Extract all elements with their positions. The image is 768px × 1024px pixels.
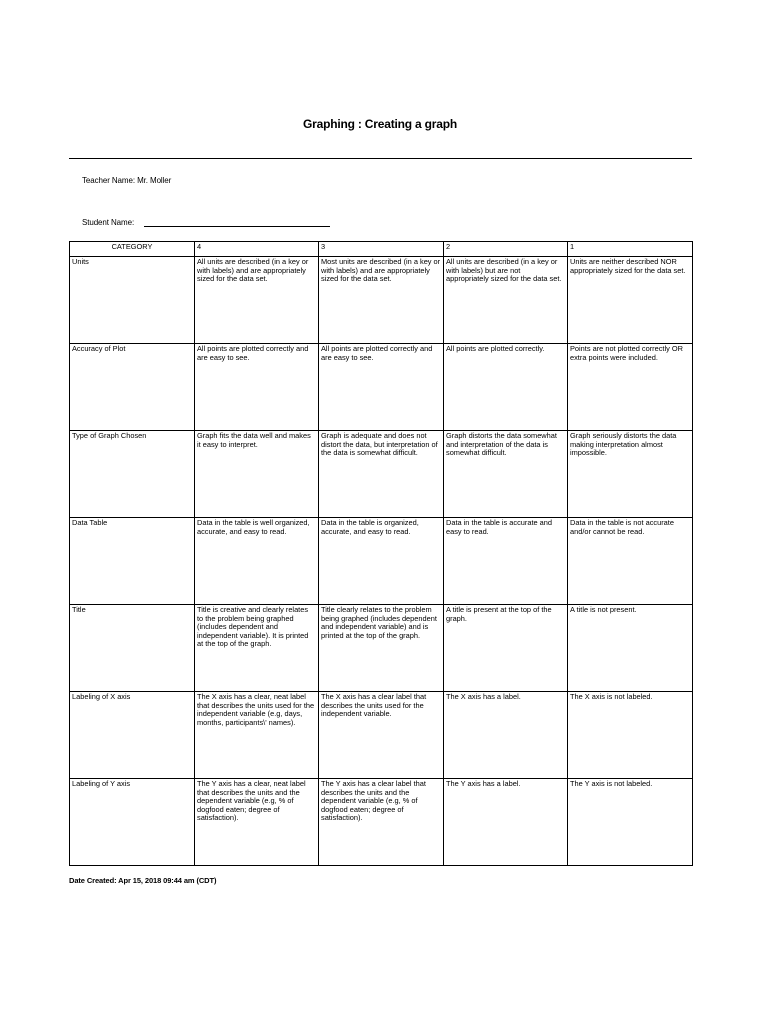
- header-score-2: 2: [444, 242, 568, 257]
- cell-score-1: A title is not present.: [568, 605, 693, 692]
- cell-score-4: Data in the table is well organized, accurate, and easy to read.: [195, 518, 319, 605]
- cell-score-4: The X axis has a clear, neat label that describes the units used for the independent variable (e.g, days, months, participants\' names).: [195, 692, 319, 779]
- title-divider: [69, 158, 692, 159]
- table-row: [70, 518, 693, 605]
- cell-score-1: Data in the table is not accurate and/or cannot be read.: [568, 518, 693, 605]
- header-score-3: 3: [319, 242, 444, 257]
- table-row: [70, 605, 693, 692]
- row-category: Units: [70, 257, 195, 344]
- table-row: [70, 779, 693, 866]
- table-row: [70, 344, 693, 431]
- rubric-table: [69, 241, 693, 866]
- student-name-row: [82, 217, 330, 227]
- row-category: Labeling of Y axis: [70, 779, 195, 866]
- cell-score-1: Units are neither described NOR appropriately sized for the data set.: [568, 257, 693, 344]
- cell-score-3: The X axis has a clear label that describes the units used for the independent variable.: [319, 692, 444, 779]
- page-title: Graphing : Creating a graph: [303, 117, 457, 131]
- header-row: [70, 242, 693, 257]
- cell-score-4: Title is creative and clearly relates to the problem being graphed (includes dependent and independent variable). It is printed at the top of the graph.: [195, 605, 319, 692]
- row-category: Title: [70, 605, 195, 692]
- cell-score-3: The Y axis has a clear label that describes the units and the dependent variable (e.g, % of dogfood eaten; degree of satisfaction).: [319, 779, 444, 866]
- cell-score-3: Title clearly relates to the problem being graphed (includes dependent and independent variable) and is printed at the top of the graph.: [319, 605, 444, 692]
- cell-score-2: All units are described (in a key or with labels) but are not appropriately sized for the data set.: [444, 257, 568, 344]
- cell-score-1: The Y axis is not labeled.: [568, 779, 693, 866]
- cell-score-4: The Y axis has a clear, neat label that describes the units and the dependent variable (e.g, % of dogfood eaten; degree of satisfaction).: [195, 779, 319, 866]
- student-name-blank: [144, 217, 330, 227]
- cell-score-2: A title is present at the top of the graph.: [444, 605, 568, 692]
- cell-score-2: All points are plotted correctly.: [444, 344, 568, 431]
- cell-score-2: Graph distorts the data somewhat and interpretation of the data is somewhat difficult.: [444, 431, 568, 518]
- date-created: Date Created: Apr 15, 2018 09:44 am (CDT): [69, 876, 217, 885]
- cell-score-2: The Y axis has a label.: [444, 779, 568, 866]
- cell-score-2: The X axis has a label.: [444, 692, 568, 779]
- row-category: Labeling of X axis: [70, 692, 195, 779]
- cell-score-4: All points are plotted correctly and are easy to see.: [195, 344, 319, 431]
- cell-score-3: Data in the table is organized, accurate, and easy to read.: [319, 518, 444, 605]
- header-category: CATEGORY: [70, 242, 195, 257]
- cell-score-1: Graph seriously distorts the data making interpretation almost impossible.: [568, 431, 693, 518]
- cell-score-4: Graph fits the data well and makes it easy to interpret.: [195, 431, 319, 518]
- cell-score-3: Graph is adequate and does not distort the data, but interpretation of the data is somewhat difficult.: [319, 431, 444, 518]
- row-category: Accuracy of Plot: [70, 344, 195, 431]
- row-category: Data Table: [70, 518, 195, 605]
- cell-score-4: All units are described (in a key or with labels) and are appropriately sized for the data set.: [195, 257, 319, 344]
- cell-score-1: The X axis is not labeled.: [568, 692, 693, 779]
- cell-score-2: Data in the table is accurate and easy to read.: [444, 518, 568, 605]
- cell-score-3: All points are plotted correctly and are easy to see.: [319, 344, 444, 431]
- cell-score-3: Most units are described (in a key or with labels) and are appropriately sized for the data set.: [319, 257, 444, 344]
- header-score-4: 4: [195, 242, 319, 257]
- cell-score-1: Points are not plotted correctly OR extra points were included.: [568, 344, 693, 431]
- table-row: [70, 692, 693, 779]
- student-name-label: Student Name:: [82, 218, 135, 227]
- table-row: [70, 257, 693, 344]
- table-row: [70, 431, 693, 518]
- header-score-1: 1: [568, 242, 693, 257]
- teacher-name: Teacher Name: Mr. Moller: [82, 176, 172, 185]
- row-category: Type of Graph Chosen: [70, 431, 195, 518]
